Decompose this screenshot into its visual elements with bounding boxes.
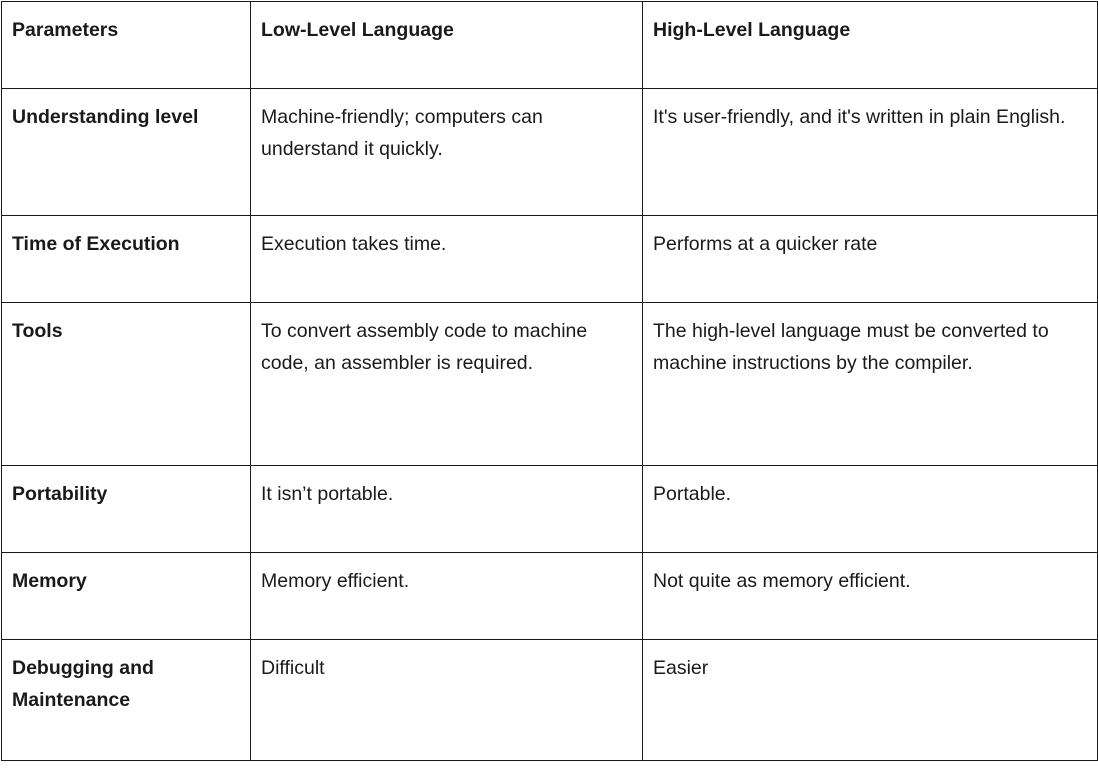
row-high-level-value: Performs at a quicker rate bbox=[643, 216, 1098, 303]
comparison-table bbox=[1, 1, 1098, 761]
row-low-level-value: Machine-friendly; computers can understand it quickly. bbox=[251, 89, 643, 216]
row-parameter: Memory bbox=[2, 553, 251, 640]
table-row bbox=[2, 553, 1098, 640]
row-low-level-value: It isn’t portable. bbox=[251, 466, 643, 553]
row-parameter: Understanding level bbox=[2, 89, 251, 216]
table-row bbox=[2, 89, 1098, 216]
row-low-level-value: Difficult bbox=[251, 640, 643, 761]
row-high-level-value: Not quite as memory efficient. bbox=[643, 553, 1098, 640]
row-parameter: Debugging and Maintenance bbox=[2, 640, 251, 761]
table-row bbox=[2, 640, 1098, 761]
row-parameter: Tools bbox=[2, 303, 251, 466]
row-low-level-value: Execution takes time. bbox=[251, 216, 643, 303]
row-parameter: Time of Execution bbox=[2, 216, 251, 303]
row-low-level-value: To convert assembly code to machine code, an assembler is required. bbox=[251, 303, 643, 466]
row-high-level-value: The high-level language must be converted to machine instructions by the compiler. bbox=[643, 303, 1098, 466]
row-high-level-value: It's user-friendly, and it's written in plain English. bbox=[643, 89, 1098, 216]
row-high-level-value: Portable. bbox=[643, 466, 1098, 553]
table-header-row bbox=[2, 2, 1098, 89]
table-row bbox=[2, 303, 1098, 466]
row-high-level-value: Easier bbox=[643, 640, 1098, 761]
header-high-level-language: High-Level Language bbox=[643, 2, 1098, 89]
row-low-level-value: Memory efficient. bbox=[251, 553, 643, 640]
table-row bbox=[2, 216, 1098, 303]
row-parameter: Portability bbox=[2, 466, 251, 553]
header-parameters: Parameters bbox=[2, 2, 251, 89]
table-row bbox=[2, 466, 1098, 553]
header-low-level-language: Low-Level Language bbox=[251, 2, 643, 89]
